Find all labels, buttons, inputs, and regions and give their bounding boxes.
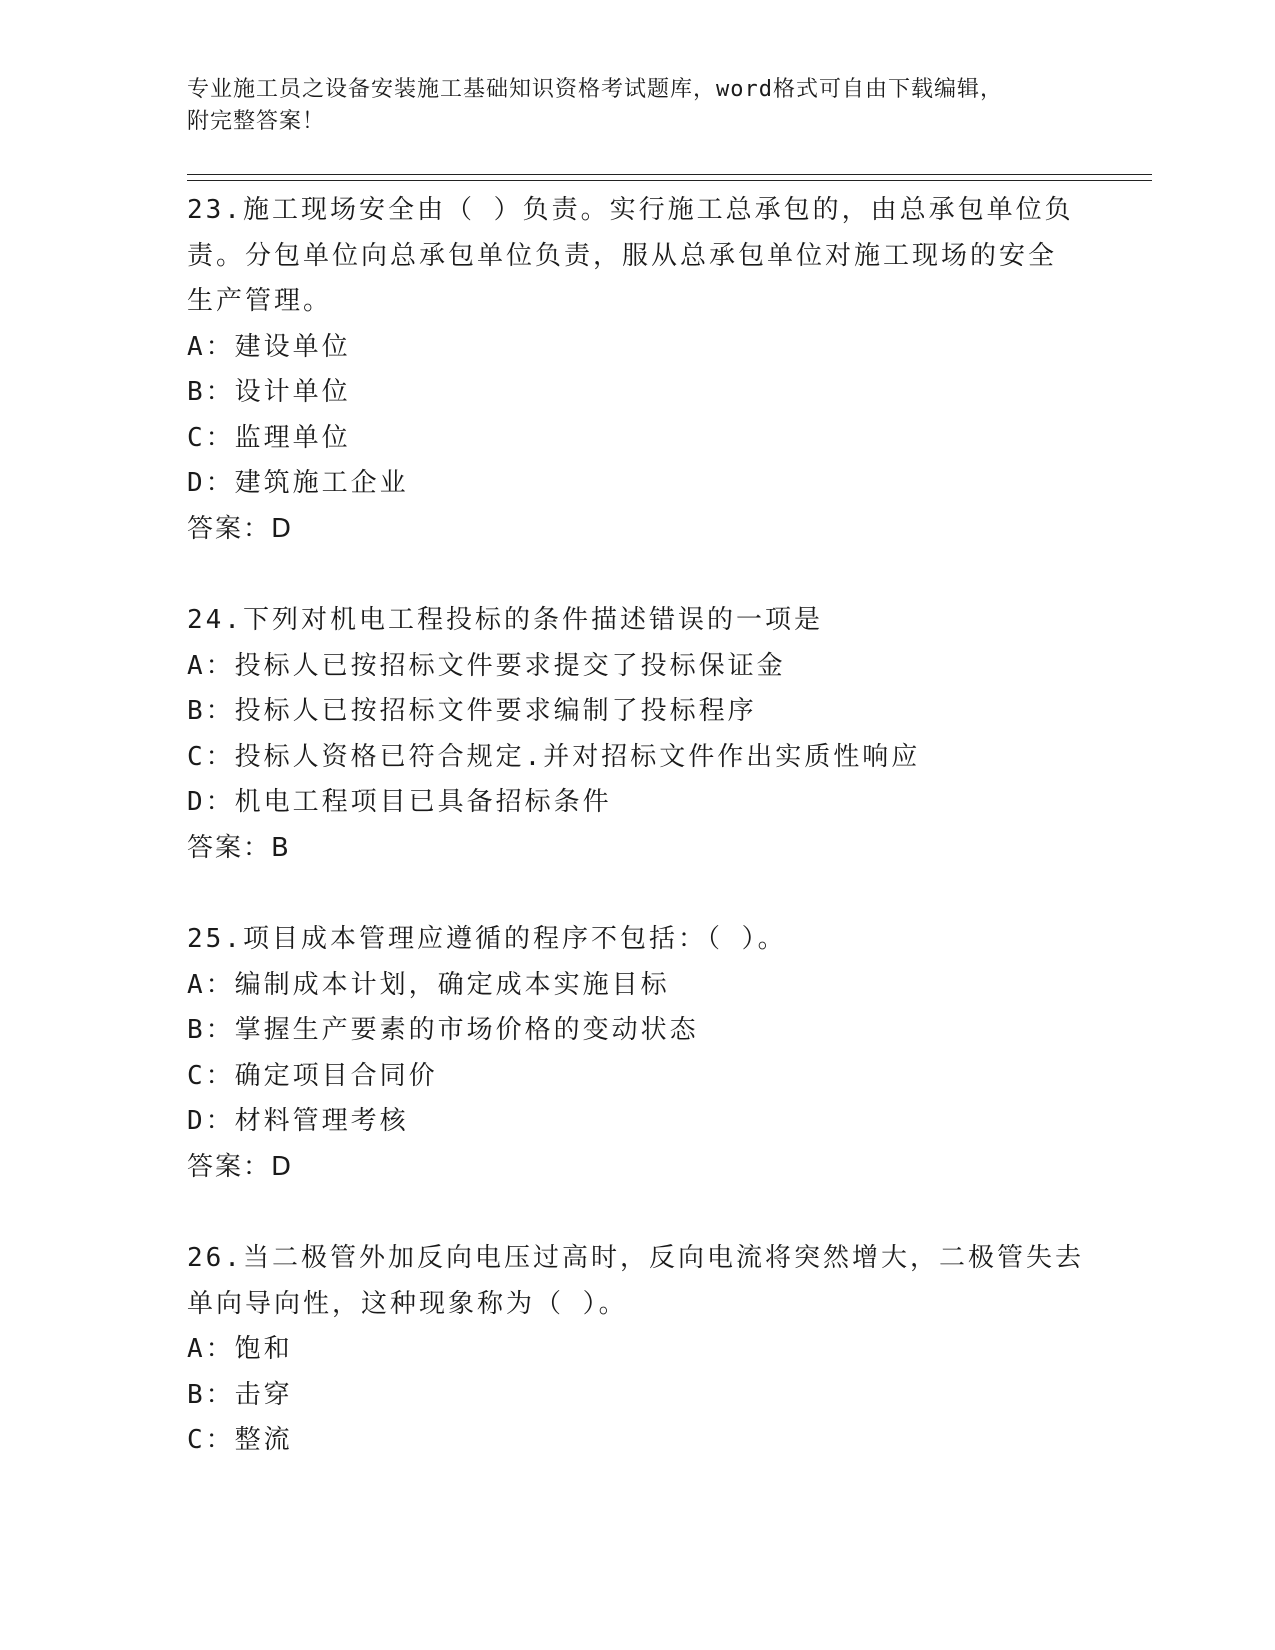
- question-24: [187, 598, 1087, 871]
- option-a: A：饱和: [187, 1334, 293, 1364]
- question-text-line: 25.项目成本管理应遵循的程序不包括：（ ）。: [187, 924, 787, 954]
- question-text-line: 生产管理。: [187, 286, 333, 316]
- question-25: [187, 917, 1087, 1190]
- option-c: C：确定项目合同价: [187, 1060, 438, 1091]
- answer-line: 答案：B: [187, 832, 291, 863]
- question-text-line: 26.当二极管外加反向电压过高时，反向电流将突然增大，二极管失去: [187, 1243, 1084, 1273]
- option-d: D：机电工程项目已具备招标条件: [187, 787, 612, 817]
- option-a: A：编制成本计划，确定成本实施目标: [187, 969, 670, 1000]
- answer-line: 答案：D: [187, 1151, 294, 1182]
- question-23: [187, 188, 1087, 552]
- option-c: C：投标人资格已符合规定.并对招标文件作出实质性响应: [187, 741, 921, 772]
- option-c: C：监理单位: [187, 422, 351, 453]
- option-b: B：击穿: [187, 1379, 293, 1410]
- header-divider-bottom: [187, 180, 1152, 181]
- option-a: A：建设单位: [187, 331, 351, 362]
- option-b: B：设计单位: [187, 377, 351, 407]
- question-text-line: 责。分包单位向总承包单位负责，服从总承包单位对施工现场的安全: [187, 240, 1058, 271]
- question-26: [187, 1236, 1087, 1464]
- question-text-line: 23.施工现场安全由（ ）负责。实行施工总承包的，由总承包单位负: [187, 195, 1074, 225]
- answer-line: 答案：D: [187, 513, 294, 544]
- header-line-1: 专业施工员之设备安装施工基础知识资格考试题库，word格式可自由下载编辑，: [187, 77, 1003, 102]
- question-text-line: 24.下列对机电工程投标的条件描述错误的一项是: [187, 605, 823, 635]
- question-text-line: 单向导向性，这种现象称为（ ）。: [187, 1288, 628, 1319]
- document-header: [187, 74, 1087, 138]
- option-d: D：建筑施工企业: [187, 468, 409, 498]
- option-b: B：掌握生产要素的市场价格的变动状态: [187, 1015, 699, 1045]
- header-divider-top: [187, 174, 1152, 175]
- option-a: A：投标人已按招标文件要求提交了投标保证金: [187, 650, 786, 681]
- option-d: D：材料管理考核: [187, 1106, 409, 1136]
- option-b: B：投标人已按招标文件要求编制了投标程序: [187, 696, 757, 726]
- header-line-2: 附完整答案！: [187, 109, 326, 134]
- option-c: C：整流: [187, 1425, 293, 1455]
